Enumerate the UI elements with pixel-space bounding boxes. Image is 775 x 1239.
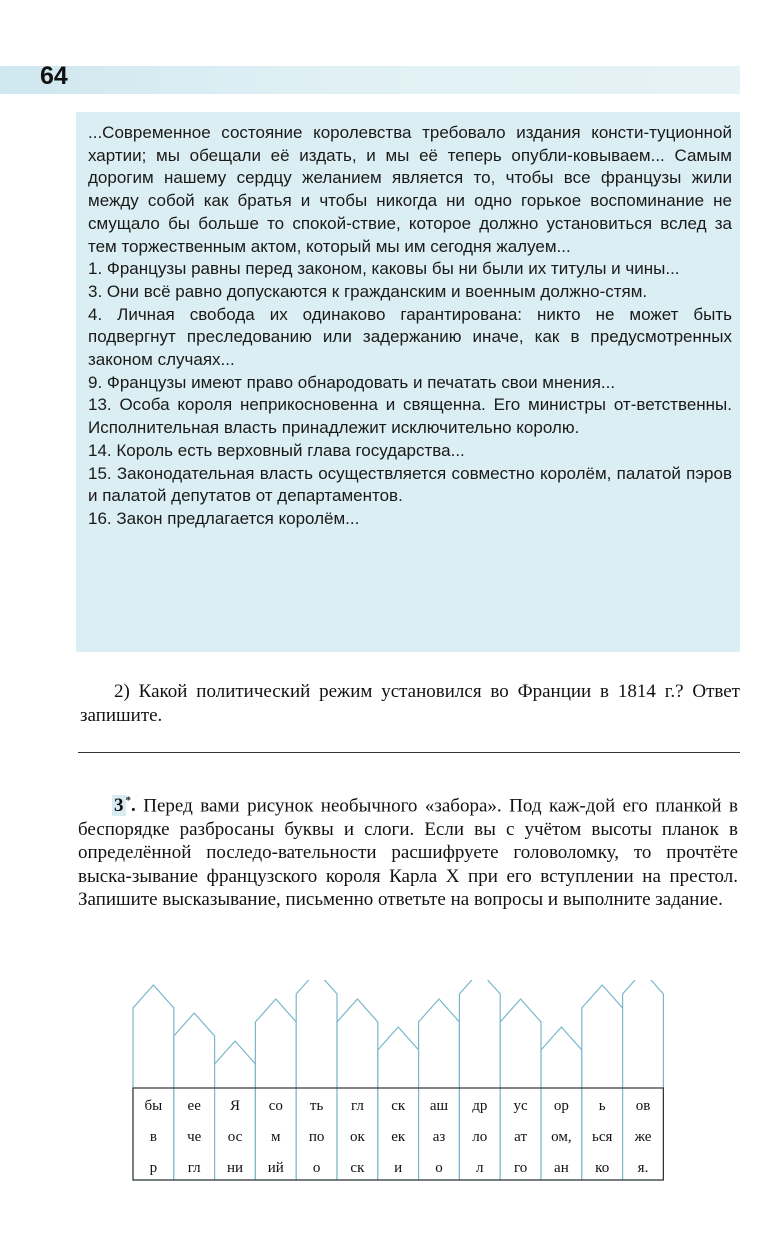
fence-syllable: ус <box>513 1098 528 1114</box>
fence-syllable: ло <box>472 1129 488 1145</box>
fence-syllable: ов <box>635 1098 651 1114</box>
fence-syllable: Я <box>229 1098 241 1114</box>
historical-source-box <box>76 112 740 652</box>
fence-board <box>133 985 174 1180</box>
fence-syllable: м <box>271 1129 281 1145</box>
fence-syllable: ек <box>391 1129 406 1145</box>
fence-syllable: ор <box>553 1098 569 1114</box>
fence-board <box>255 999 296 1180</box>
task-period: . <box>131 795 136 817</box>
task-number-digit: 3 <box>114 795 124 817</box>
fence-syllable: и <box>394 1160 403 1176</box>
fence-board <box>174 1013 215 1180</box>
fence-syllable: ко <box>595 1160 610 1176</box>
fence-syllable: че <box>187 1129 202 1145</box>
fence-syllable: го <box>513 1160 528 1176</box>
fence-syllable: я. <box>637 1160 649 1176</box>
fence-puzzle <box>0 980 775 1195</box>
source-article: 4. Личная свобода их одинаково гарантирована: никто не может быть подвергнут преследованию или задержанию иначе, как в предусмотренных законом случаях... <box>88 304 732 370</box>
source-article: 13. Особа короля неприкосновенна и священна. Его министры от-ветственны. Исполнительная власть принадлежит исключительно королю. <box>88 395 732 438</box>
fence-board <box>459 980 500 1180</box>
question-2-text: 2) Какой политический режим установился во Франции в 1814 г.? Ответ запишите. <box>80 681 740 726</box>
task-star: * <box>125 795 131 807</box>
task-number <box>112 795 136 816</box>
fence-syllable: ее <box>187 1098 201 1114</box>
task-3-text: Перед вами рисунок необычного «забора». Под каж-дой его планкой в беспорядке разбросаны буквы и слоги. Если вы с учётом высоты планок в определённой последо-вательности расшифруете головоломку, то прочтёте выска-зывание французского короля Карла X при его вступлении на престол. Запишите высказывание, письменно ответьте на вопросы и выполните задание. <box>78 795 739 911</box>
fence-syllable: бы <box>144 1098 163 1114</box>
source-article: 15. Законодательная власть осуществляется совместно королём, палатой пэров и палатой депутатов от департаментов. <box>88 463 732 506</box>
fence-syllable: ос <box>227 1129 243 1145</box>
fence-syllable: др <box>472 1098 488 1114</box>
fence-syllable: о <box>312 1160 321 1176</box>
answer-line[interactable] <box>78 752 740 753</box>
fence-syllable: гл <box>350 1098 364 1114</box>
fence-board <box>296 980 337 1180</box>
fence-syllable: ск <box>350 1160 365 1176</box>
fence-syllable: ок <box>350 1129 365 1145</box>
source-article: 14. Король есть верховный глава государства... <box>88 440 465 460</box>
source-article: 16. Закон предлагается королём... <box>88 508 360 528</box>
fence-board <box>623 980 664 1180</box>
source-article: 9. Французы имеют право обнародовать и печатать свои мнения... <box>88 372 616 392</box>
header-band <box>0 66 740 94</box>
fence-board <box>582 985 623 1180</box>
fence-syllable: по <box>308 1129 325 1145</box>
fence-syllable: ий <box>267 1160 284 1176</box>
source-paragraph: ...Современное состояние королевства требовало издания консти-туционной хартии; мы обещали её издать, и мы её теперь опубли-ковываем... Самым дорогим нашему сердцу желанием является то, чтобы все французы жили между собой как братья и чтобы никогда ни одно горькое воспоминание не смущало бы больше то спокой-ствие, которое должно установиться вслед за тем торжественным актом, который мы им сегодня жалуем... <box>88 123 732 256</box>
fence-syllable: гл <box>187 1160 201 1176</box>
fence-syllable: ан <box>554 1160 569 1176</box>
fence-syllable: со <box>268 1098 283 1114</box>
source-article: 1. Французы равны перед законом, каковы бы ни были их титулы и чины... <box>88 259 680 279</box>
fence-syllable: аз <box>432 1129 446 1145</box>
source-text <box>88 122 732 531</box>
fence-syllable: в <box>149 1129 157 1145</box>
fence-syllable: ом, <box>551 1129 572 1145</box>
page-number: 64 <box>40 62 68 90</box>
fence-board <box>500 999 541 1180</box>
fence-syllable: же <box>634 1129 652 1145</box>
fence-syllable: ься <box>591 1129 613 1145</box>
fence-board <box>419 999 460 1180</box>
fence-syllable: ат <box>514 1129 528 1145</box>
fence-syllable: л <box>476 1160 484 1176</box>
fence-syllable: ть <box>309 1098 324 1114</box>
fence-syllable: ь <box>598 1098 606 1114</box>
source-article: 3. Они всё равно допускаются к гражданским и военным должно-стям. <box>88 281 648 301</box>
fence-syllable: о <box>435 1160 443 1176</box>
fence-board <box>337 999 378 1180</box>
fence-syllable: ни <box>226 1160 244 1176</box>
task-3 <box>78 790 738 912</box>
fence-syllable: аш <box>429 1098 449 1114</box>
fence-syllable: р <box>149 1160 158 1176</box>
question-2 <box>80 680 740 728</box>
fence-syllable: ск <box>391 1098 406 1114</box>
